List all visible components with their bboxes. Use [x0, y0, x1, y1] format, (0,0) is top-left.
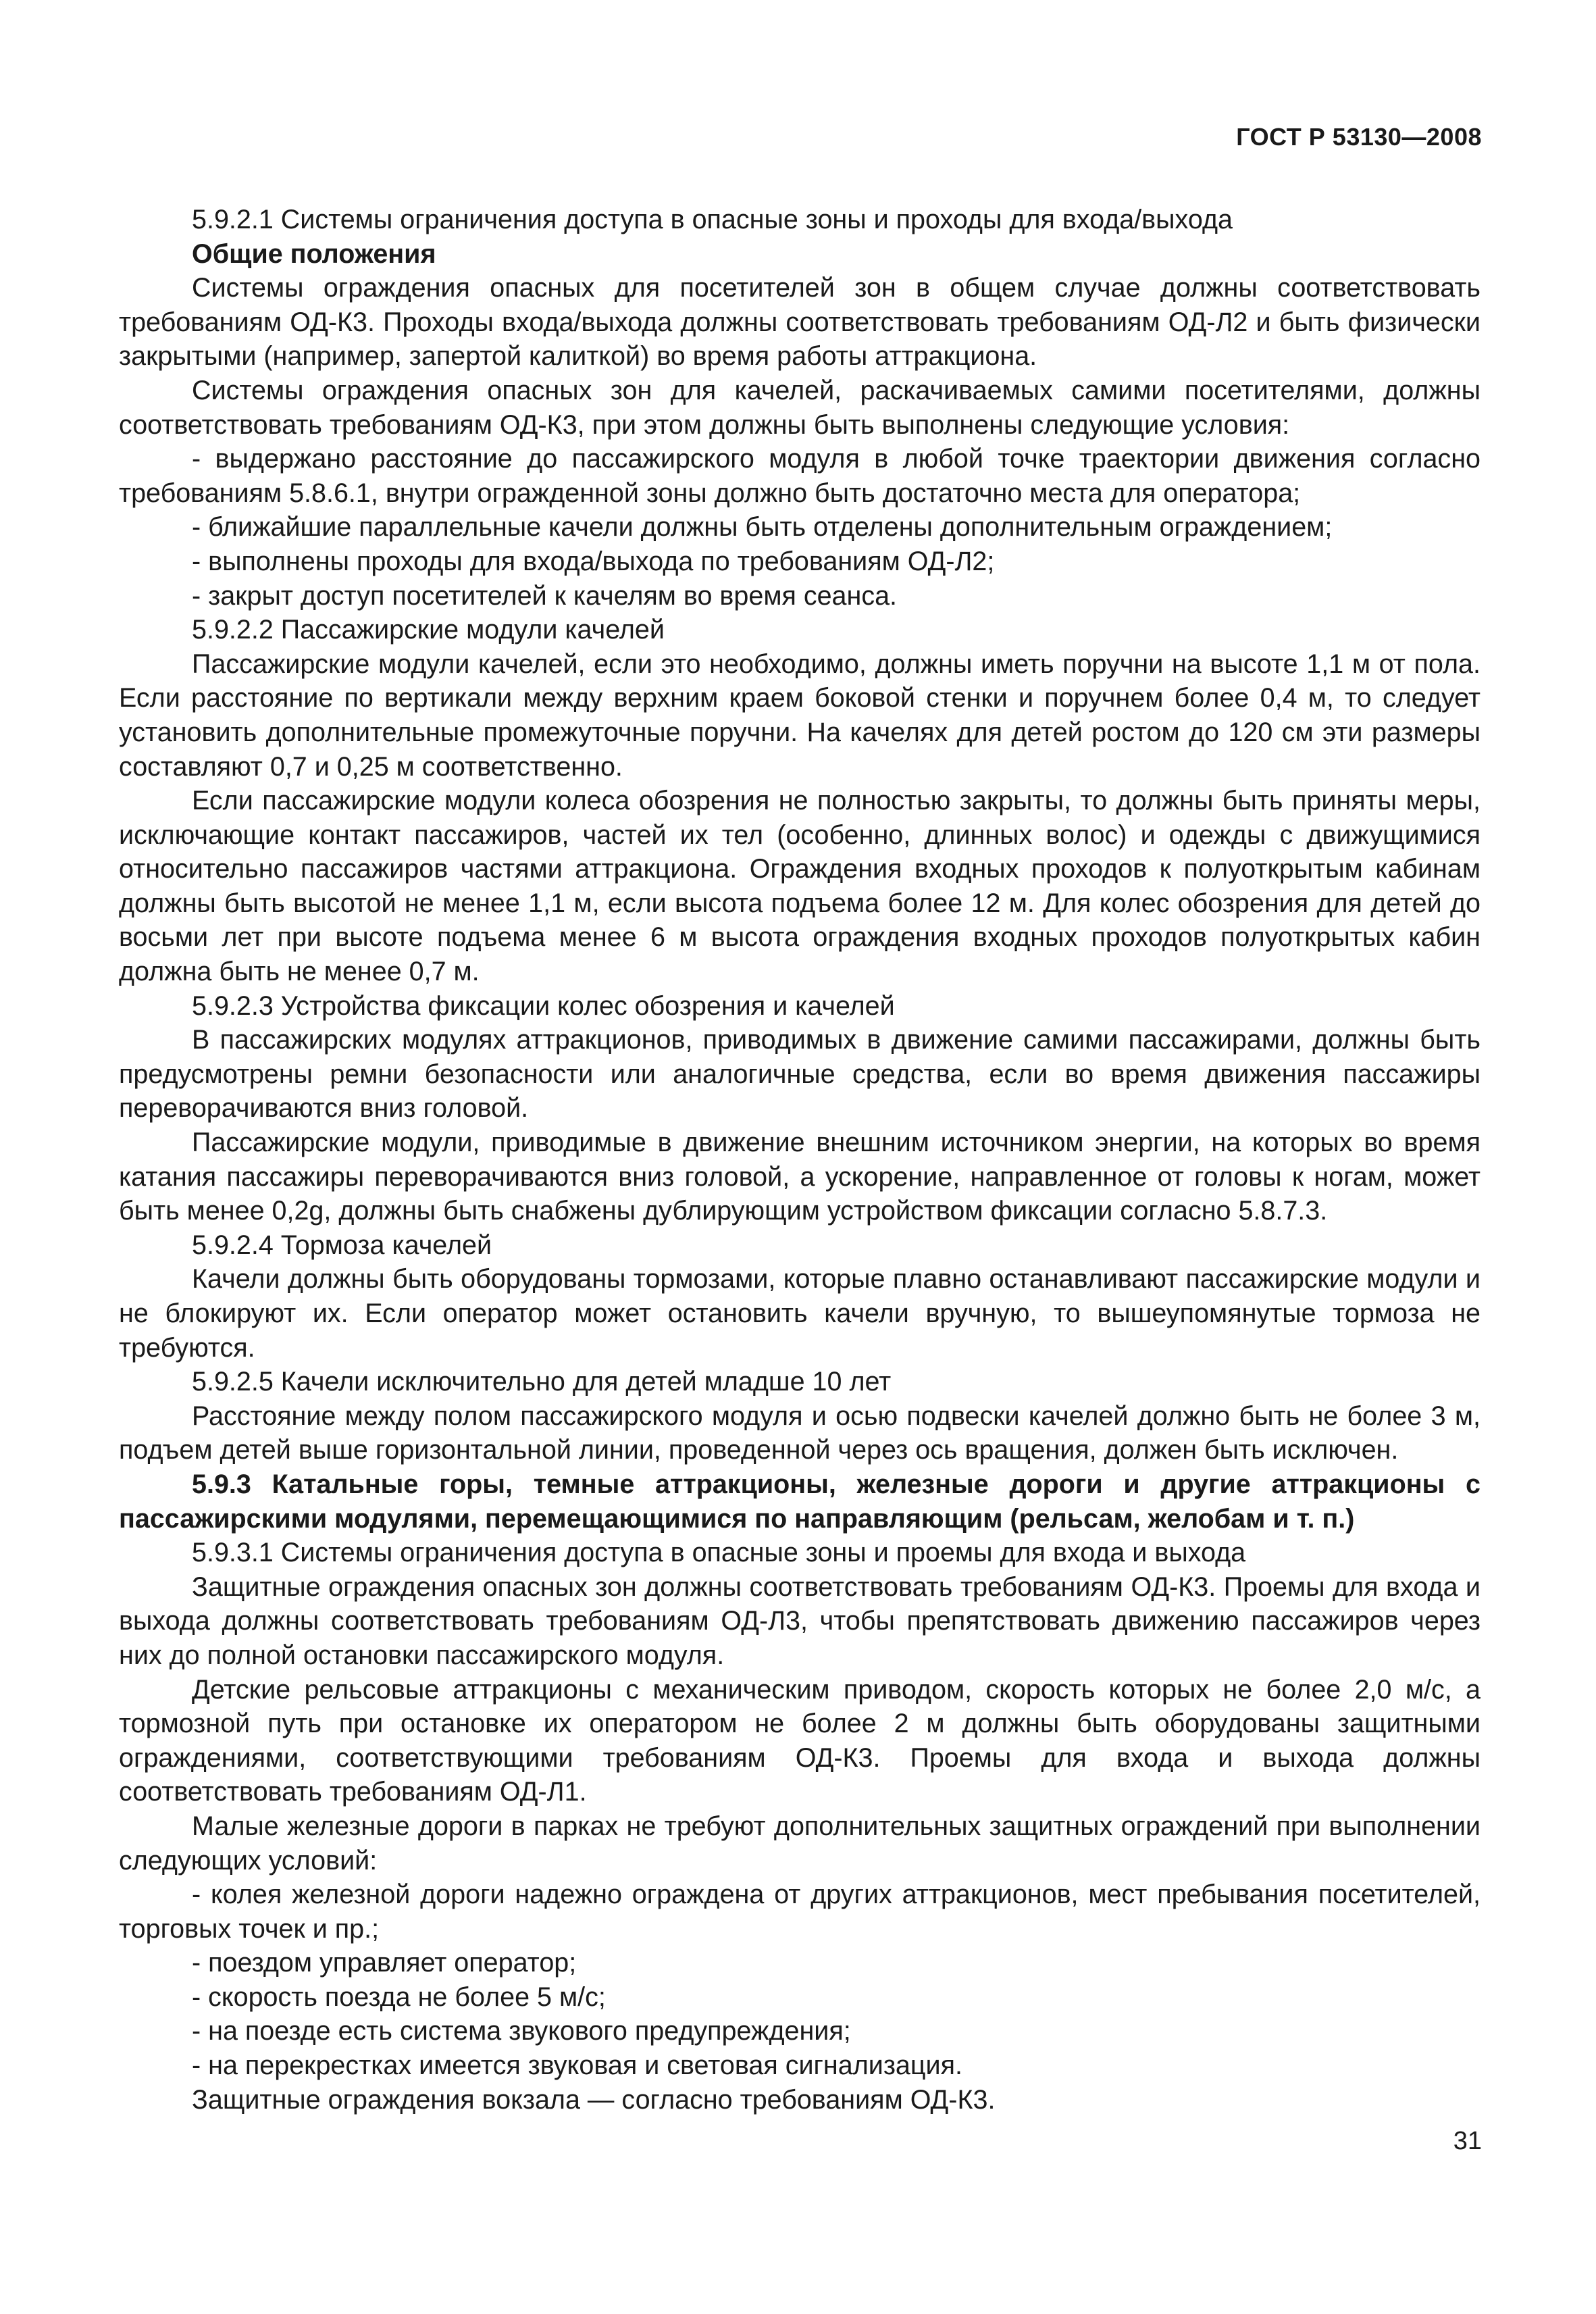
section-heading: 5.9.3 Катальные горы, темные аттракционы, железные дороги и другие аттракционы с пассажирскими модулями, перемещающимися по направляющим (рельсам, желобам и т. п.) — [119, 1469, 1481, 1534]
paragraph: Защитные ограждения вокзала — согласно требованиям ОД-К3. — [192, 2084, 996, 2115]
paragraph: Системы ограждения опасных для посетителей зон в общем случае должны соответствовать требованиям ОД-К3. Проходы входа/выхода должны соответствовать требованиям ОД-Л2 и быть физически закрытыми (например, запертой калиткой) во время работы аттракциона. — [119, 273, 1481, 372]
paragraph: 5.9.2.5 Качели исключительно для детей младше 10 лет — [192, 1367, 892, 1397]
paragraph: Пассажирские модули качелей, если это необходимо, должны иметь поручни на высоте 1,1 м от пола. Если расстояние по вертикали между верхним краем боковой стенки и поручнем более 0,4 м, то следует установить дополнительные промежуточные поручни. На качелях для детей ростом до 120 см эти размеры составляют 0,7 и 0,25 м соответственно. — [119, 649, 1481, 782]
paragraph: Если пассажирские модули колеса обозрения не полностью закрыты, то должны быть приняты меры, исключающие контакт пассажиров, частей их тел (особенно, длинных волос) и одежды с движущимися относительно пассажиров частями аттракциона. Ограждения входных проходов к полуоткрытым кабинам должны быть высотой не менее 1,1 м, если высота подъема более 12 м. Для колес обозрения для детей до восьми лет при высоте подъема менее 6 м высота ограждения входных проходов полуоткрытых кабин должна быть не менее 0,7 м. — [119, 786, 1481, 987]
paragraph: 5.9.2.1 Системы ограничения доступа в опасные зоны и проходы для входа/выхода — [192, 205, 1233, 234]
document-code-header: ГОСТ Р 53130—2008 — [1236, 123, 1482, 151]
paragraph: 5.9.2.3 Устройства фиксации колес обозрения и качелей — [192, 990, 895, 1021]
paragraph: - выполнены проходы для входа/выхода по требованиям ОД-Л2; — [192, 546, 995, 576]
paragraph: 5.9.2.2 Пассажирские модули качелей — [192, 615, 665, 645]
paragraph: Малые железные дороги в парках не требуют дополнительных защитных ограждений при выполнении следующих условий: — [119, 1811, 1481, 1876]
paragraph: - закрыт доступ посетителей к качелям во время сеанса. — [192, 580, 898, 611]
paragraph: - на перекрестках имеется звуковая и световая сигнализация. — [192, 2051, 962, 2081]
paragraph: Системы ограждения опасных зон для качелей, раскачиваемых самими посетителями, должны соответствовать требованиям ОД-К3, при этом должны быть выполнены следующие условия: — [119, 375, 1481, 440]
paragraph: Расстояние между полом пассажирского модуля и осью подвески качелей должно быть не более 3 м, подъем детей выше горизонтальной линии, проведенной через ось вращения, должен быть исключен. — [119, 1401, 1481, 1465]
section-heading: Общие положения — [192, 238, 436, 269]
paragraph: - поездом управляет оператор; — [192, 1948, 577, 1978]
paragraph: Детские рельсовые аттракционы с механическим приводом, скорость которых не более 2,0 м/с, а тормозной путь при остановке их оператором не более 2 м должны быть оборудованы защитными ограждениями, соответствующими требованиям ОД-К3. Проемы для входа и выхода должны соответствовать требованиям ОД-Л1. — [119, 1674, 1481, 1807]
page-number: 31 — [1453, 2127, 1482, 2155]
paragraph: - ближайшие параллельные качели должны быть отделены дополнительным ограждением; — [192, 512, 1333, 543]
paragraph: - скорость поезда не более 5 м/с; — [192, 1982, 606, 2012]
paragraph: Защитные ограждения опасных зон должны соответствовать требованиям ОД-К3. Проемы для входа и выхода должны соответствовать требованиям ОД-Л3, чтобы препятствовать движению пассажиров через них до полной остановки пассажирского модуля. — [119, 1571, 1481, 1670]
paragraph: 5.9.3.1 Системы ограничения доступа в опасные зоны и проемы для входа и выхода — [192, 1538, 1246, 1568]
paragraph: В пассажирских модулях аттракционов, приводимых в движение самими пассажирами, должны быть предусмотрены ремни безопасности или аналогичные средства, если во время движения пассажиры переворачиваются вниз головой. — [119, 1025, 1481, 1124]
paragraph: - выдержано расстояние до пассажирского модуля в любой точке траектории движения согласно требованиям 5.8.6.1, внутри огражденной зоны должно быть достаточно места для оператора; — [119, 444, 1481, 508]
document-body — [119, 203, 1481, 2117]
paragraph: 5.9.2.4 Тормоза качелей — [192, 1230, 492, 1260]
paragraph: - колея железной дороги надежно ограждена от других аттракционов, мест пребывания посетителей, торговых точек и пр.; — [119, 1880, 1481, 1944]
paragraph: Качели должны быть оборудованы тормозами, которые плавно останавливают пассажирские модули и не блокируют их. Если оператор может остановить качели вручную, то вышеупомянутые тормоза не требуются. — [119, 1264, 1481, 1363]
paragraph: - на поезде есть система звукового предупреждения; — [192, 2016, 851, 2046]
paragraph: Пассажирские модули, приводимые в движение внешним источником энергии, на которых во время катания пассажиры переворачиваются вниз головой, а ускорение, направленное от головы к ногам, может быть менее 0,2g, должны быть снабжены дублирующим устройством фиксации согласно 5.8.7.3. — [119, 1128, 1481, 1226]
